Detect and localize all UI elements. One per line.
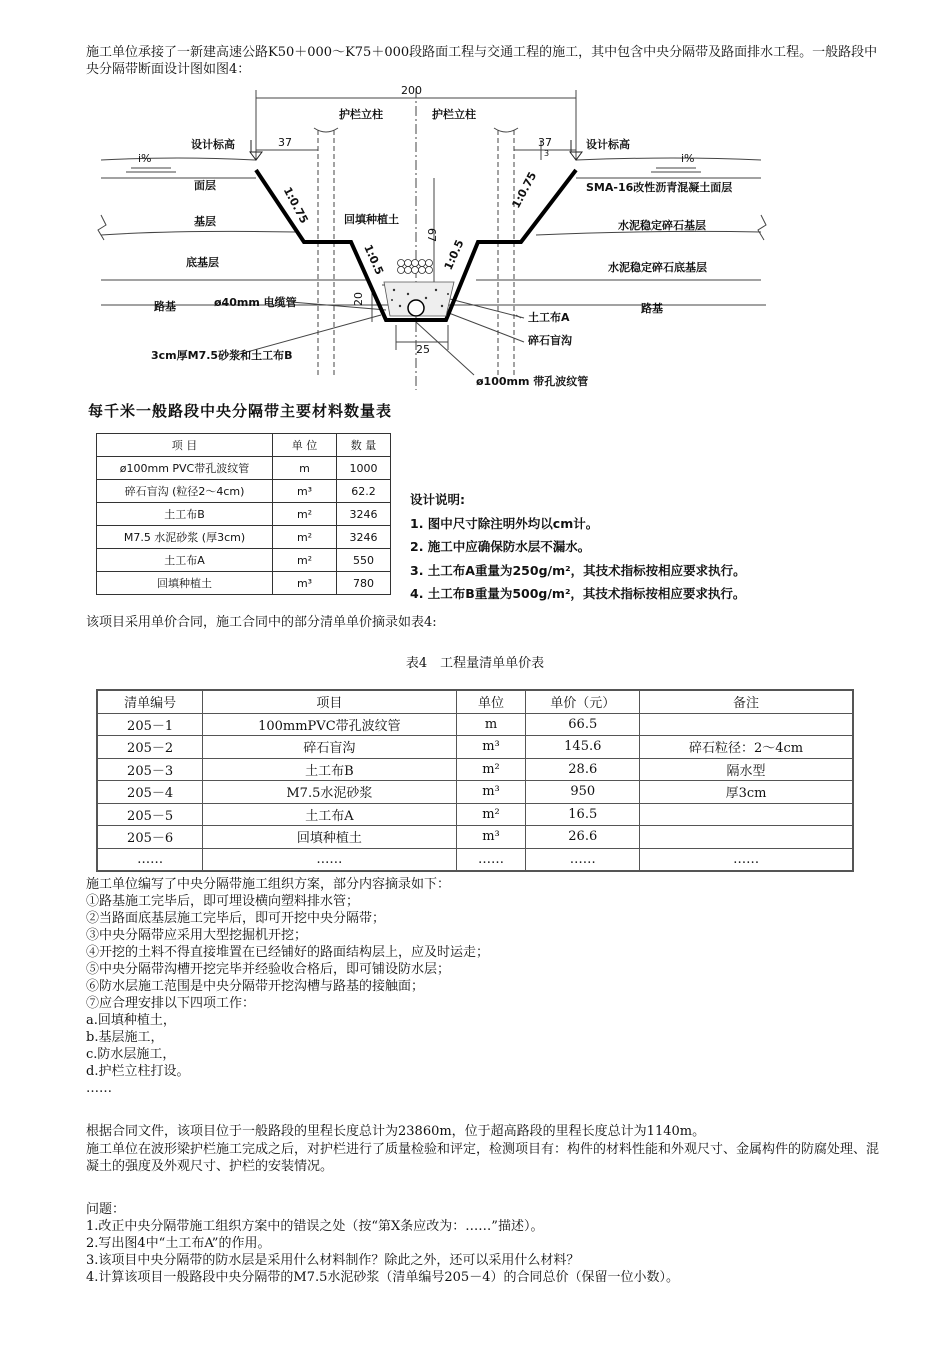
cell: ……	[97, 848, 203, 871]
cell: 土工布A	[203, 803, 456, 826]
table-row	[97, 781, 853, 804]
cell: 3246	[337, 503, 391, 526]
ratio-label-1: 1:0.75	[280, 184, 311, 226]
subbase-material-label: 水泥稳定碎石底基层	[608, 261, 707, 274]
dim-37-right: 37	[538, 136, 552, 149]
contract-paragraph: 该项目采用单价合同，施工合同中的部分清单单价摘录如表4:	[86, 615, 437, 630]
cell	[640, 826, 853, 849]
note-item: 4. 土工布B重量为500g/m²，其技术指标按相应要求执行。	[410, 586, 746, 601]
table-row	[97, 480, 391, 503]
cell: m²	[273, 503, 337, 526]
plan-item: ①路基施工完毕后，即可埋设横向塑料排水管；	[86, 894, 360, 909]
plan-item: ⑤中央分隔带沟槽开挖完毕并经验收合格后，即可铺设防水层；	[86, 962, 451, 977]
table-row	[97, 549, 391, 572]
gravel-drain-label: 碎石盲沟	[528, 334, 572, 347]
plan-item: d.护栏立柱打设。	[86, 1064, 190, 1079]
table-row	[97, 826, 853, 849]
cell: 土工布A	[97, 549, 273, 572]
cell: 780	[337, 572, 391, 595]
cell: ø100mm PVC带孔波纹管	[97, 457, 273, 480]
cell: 16.5	[526, 803, 640, 826]
plan-item: ④开挖的土料不得直接堆置在已经铺好的路面结构层上，应及时运走；	[86, 945, 490, 960]
cell: ……	[526, 848, 640, 871]
questions-section	[86, 1201, 886, 1286]
cell: 26.6	[526, 826, 640, 849]
plan-section	[86, 876, 886, 1097]
cell: m³	[456, 736, 526, 759]
cell: 205－1	[97, 713, 203, 736]
plan-item: ⑥防水层施工范围是中央分隔带开挖沟槽与路基的接触面；	[86, 979, 425, 994]
cell: M7.5水泥砂浆	[203, 781, 456, 804]
table-row	[97, 572, 391, 595]
cell: 66.5	[526, 713, 640, 736]
cell: 205－6	[97, 826, 203, 849]
materials-header: 单 位	[273, 434, 337, 457]
cell: ……	[203, 848, 456, 871]
table4-header: 单价（元）	[526, 690, 640, 713]
backfill-label: 回填种植土	[344, 213, 399, 226]
plan-item: b.基层施工，	[86, 1030, 164, 1045]
table-row	[97, 848, 853, 871]
cell: ……	[640, 848, 853, 871]
cell: m²	[456, 758, 526, 781]
table-row	[97, 803, 853, 826]
materials-table-title: 每千米一般路段中央分隔带主要材料数量表	[88, 402, 393, 420]
cell: m²	[273, 526, 337, 549]
ratio-label-3: 1:0.5	[361, 242, 386, 277]
ratio-label-2: 1:0.75	[509, 169, 540, 211]
cell: 厚3cm	[640, 781, 853, 804]
table4-header: 备注	[640, 690, 853, 713]
surface-material-label: SMA-16改性沥青混凝土面层	[586, 181, 733, 194]
table4-header: 清单编号	[97, 690, 203, 713]
dim-3: 3	[544, 149, 550, 158]
subgrade-right-label: 路基	[641, 302, 663, 315]
cell: 隔水型	[640, 758, 853, 781]
cell: 100mmPVC带孔波纹管	[203, 713, 456, 736]
plan-item: a.回填种植土，	[86, 1013, 176, 1028]
question-item: 2.写出图4中“土工布A”的作用。	[86, 1236, 271, 1251]
table-row	[97, 503, 391, 526]
dim-37-left: 37	[278, 136, 292, 149]
cell: 回填种植土	[203, 826, 456, 849]
cell: 碎石粒径：2～4cm	[640, 736, 853, 759]
plan-item: ⑦应合理安排以下四项工作：	[86, 996, 256, 1011]
median-cross-section-diagram	[96, 80, 776, 395]
fabric-a-label: 土工布A	[528, 311, 570, 324]
question-item: 4.计算该项目一般路段中央分隔带的M7.5水泥砂浆（清单编号205－4）的合同总价（保留一位小数）。	[86, 1270, 679, 1285]
cell	[640, 713, 853, 736]
mortar-label: 3cm厚M7.5砂浆和土工布B	[151, 349, 293, 362]
cell: 205－2	[97, 736, 203, 759]
length-paragraph: 根据合同文件，该项目位于一般路段的里程长度总计为23860m，位于超高路段的里程长度总计为1140m。	[86, 1124, 706, 1139]
cell: m²	[456, 803, 526, 826]
materials-table	[96, 433, 391, 595]
materials-header: 项 目	[97, 434, 273, 457]
dim-25: 25	[416, 343, 430, 356]
cell: 回填种植土	[97, 572, 273, 595]
table4-header-row	[97, 690, 853, 713]
table-row	[97, 736, 853, 759]
table4-header: 单位	[456, 690, 526, 713]
cell: 550	[337, 549, 391, 572]
cell: 1000	[337, 457, 391, 480]
questions-title: 问题：	[86, 1202, 126, 1217]
plan-lead: 施工单位编写了中央分隔带施工组织方案，部分内容摘录如下：	[86, 877, 451, 892]
cell	[640, 803, 853, 826]
cable-label: ø40mm 电缆管	[214, 296, 297, 309]
cell: m³	[273, 480, 337, 503]
table4-title: 表4 工程量清单单价表	[405, 656, 545, 671]
table-row	[97, 526, 391, 549]
plan-item: ……	[86, 1081, 112, 1096]
cell: m	[273, 457, 337, 480]
plan-item: ③中央分隔带应采用大型挖掘机开挖；	[86, 928, 308, 943]
materials-header: 数 量	[337, 434, 391, 457]
cell: m	[456, 713, 526, 736]
materials-header-row	[97, 434, 391, 457]
slope-left: i%	[138, 152, 152, 165]
cell: m³	[456, 781, 526, 804]
table-row	[97, 713, 853, 736]
subgrade-left-label: 路基	[154, 300, 176, 313]
notes-title: 设计说明:	[410, 492, 465, 507]
cell: m³	[273, 572, 337, 595]
cell: 62.2	[337, 480, 391, 503]
pipe-label: ø100mm 带孔波纹管	[476, 375, 589, 388]
unit-price-table	[96, 689, 854, 872]
design-elev-right: 设计标高	[586, 138, 630, 151]
guardrail-paragraph: 施工单位在波形梁护栏施工完成之后，对护栏进行了质量检验和评定，检测项目有：构件的材料性能和外观尺寸、金属构件的防腐处理、混凝土的强度及外观尺寸、护栏的安装情况。	[86, 1142, 880, 1174]
layer-subbase-label: 底基层	[186, 256, 219, 269]
plan-item: c.防水层施工，	[86, 1047, 176, 1062]
table-row	[97, 758, 853, 781]
cell: 205－4	[97, 781, 203, 804]
plan-item: ②当路面底基层施工完毕后，即可开挖中央分隔带；	[86, 911, 386, 926]
question-item: 1.改正中央分隔带施工组织方案中的错误之处（按“第X条应改为：……”描述）。	[86, 1219, 544, 1234]
cell: 碎石盲沟	[203, 736, 456, 759]
table4-header: 项目	[203, 690, 456, 713]
cell: 145.6	[526, 736, 640, 759]
intro-paragraph: 施工单位承接了一新建高速公路K50＋000～K75＋000段路面工程与交通工程的施工，其中包含中央分隔带及路面排水工程。一般路段中央分隔带断面设计图如图4：	[86, 45, 878, 77]
design-elev-left: 设计标高	[191, 138, 235, 151]
cell: 28.6	[526, 758, 640, 781]
slope-right: i%	[681, 152, 695, 165]
cell: M7.5 水泥砂浆 (厚3cm)	[97, 526, 273, 549]
cell: m²	[273, 549, 337, 572]
cell: 土工布B	[203, 758, 456, 781]
base-material-label: 水泥稳定碎石基层	[618, 219, 706, 232]
cell: 205－5	[97, 803, 203, 826]
note-item: 1. 图中尺寸除注明外均以cm计。	[410, 515, 599, 531]
layer-base-label: 基层	[194, 215, 216, 228]
note-item: 2. 施工中应确保防水层不漏水。	[410, 539, 591, 554]
dim-67: 67	[425, 228, 438, 242]
design-notes	[410, 488, 746, 606]
dim-200: 200	[401, 84, 422, 97]
guardrail-left-label: 护栏立柱	[339, 108, 383, 121]
cell: ……	[456, 848, 526, 871]
cell: 3246	[337, 526, 391, 549]
ratio-label-4: 1:0.5	[441, 237, 467, 272]
cell: 土工布B	[97, 503, 273, 526]
cell: 205－3	[97, 758, 203, 781]
cell: 950	[526, 781, 640, 804]
cell: m³	[456, 826, 526, 849]
question-item: 3.该项目中央分隔带的防水层是采用什么材料制作？除此之外，还可以采用什么材料？	[86, 1253, 580, 1268]
cell: 碎石盲沟 (粒径2～4cm)	[97, 480, 273, 503]
note-item: 3. 土工布A重量为250g/m²，其技术指标按相应要求执行。	[410, 562, 746, 578]
dim-20: 20	[352, 292, 365, 306]
guardrail-right-label: 护栏立柱	[432, 108, 476, 121]
table-row	[97, 457, 391, 480]
layer-surface-label: 面层	[194, 179, 216, 192]
